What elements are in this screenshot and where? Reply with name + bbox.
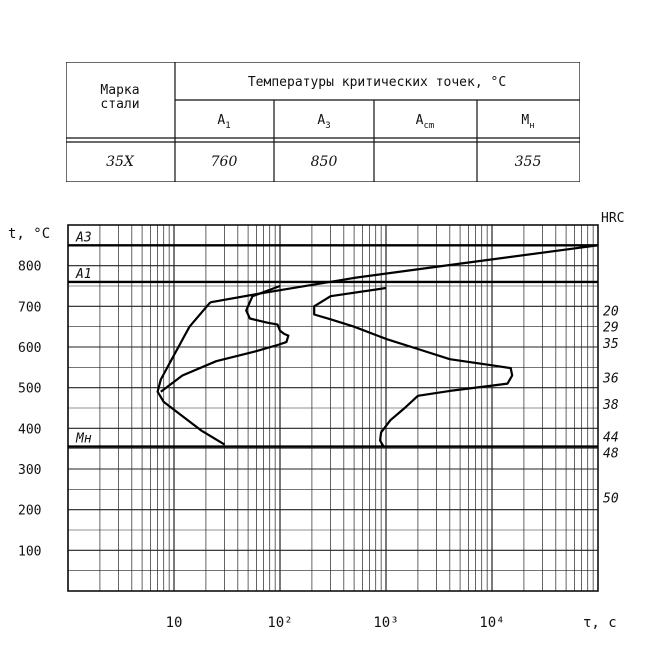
steel-grade-header: Марка стали [100, 83, 140, 112]
critical-points-table [66, 62, 580, 182]
transformation-curve [210, 245, 598, 302]
critical-line-label: A3 [76, 230, 92, 246]
grid [68, 225, 598, 591]
hrc-value: 36 [603, 371, 619, 387]
hrc-label: HRC [601, 211, 625, 226]
a1-value: 760 [210, 154, 238, 170]
x-tick-label: 10² [267, 615, 293, 631]
x-tick-label: 10³ [373, 615, 399, 631]
y-tick-label: 100 [18, 544, 42, 560]
mn-value: 355 [514, 154, 542, 170]
x-tick-label: 10⁴ [479, 615, 505, 631]
y-tick-label: 300 [18, 463, 42, 478]
hrc-value: 48 [603, 446, 619, 462]
y-tick-label: 700 [18, 300, 42, 316]
y-tick-label: 400 [18, 422, 42, 438]
critical-line-label: A1 [76, 266, 92, 282]
hrc-value: 29 [603, 320, 619, 336]
mn-header: $M_н$ [521, 113, 535, 131]
a1-header: $A_1$ [217, 113, 231, 131]
hrc-value: 44 [603, 430, 619, 446]
hrc-value: 35 [603, 336, 619, 352]
critical-line-label: Mн [76, 431, 92, 447]
y-tick-label: 500 [18, 381, 42, 397]
y-tick-label: 800 [18, 259, 42, 275]
a3-value: 850 [310, 154, 338, 170]
y-axis-label: t, °C [8, 226, 51, 242]
steel-grade-value: 35X [106, 154, 134, 170]
x-tick-label: 10 [165, 615, 183, 631]
hrc-value: 50 [603, 491, 619, 507]
x-axis-label: τ, с [583, 615, 617, 631]
hrc-value: 20 [603, 304, 619, 320]
acm-header: $A_{cm}$ [415, 113, 435, 131]
transformation-curve [158, 302, 225, 444]
hrc-value: 38 [603, 397, 619, 413]
y-tick-label: 600 [18, 341, 42, 356]
a3-header: $A_3$ [317, 113, 331, 131]
ttt-diagram [0, 205, 649, 645]
critical-temps-header: Температуры критических точек, °C [247, 75, 507, 90]
y-tick-label: 200 [18, 503, 42, 519]
